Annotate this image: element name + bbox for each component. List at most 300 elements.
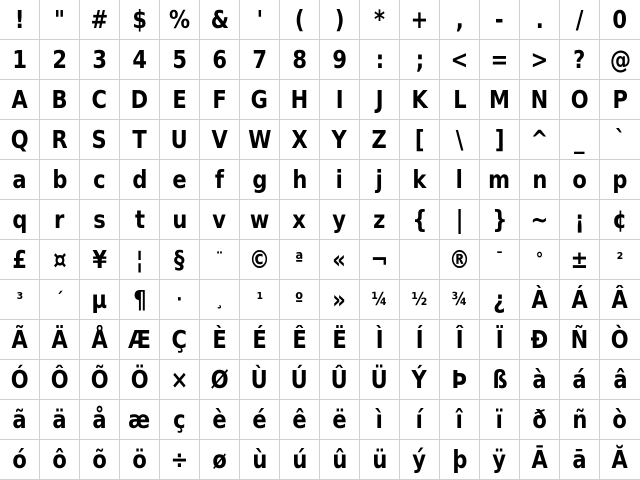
glyph-cell[interactable] (160, 120, 200, 160)
glyph: g (251, 165, 268, 194)
glyph: ª (295, 248, 304, 270)
glyph-cell[interactable] (320, 280, 360, 320)
glyph-cell[interactable] (280, 440, 320, 480)
glyph-cell[interactable] (320, 160, 360, 200)
glyph-cell[interactable] (240, 120, 280, 160)
glyph-cell[interactable] (480, 160, 520, 200)
glyph-cell[interactable] (600, 440, 640, 480)
glyph-cell[interactable] (80, 120, 120, 160)
glyph-cell[interactable] (280, 280, 320, 320)
glyph-cell[interactable] (400, 440, 440, 480)
glyph-cell[interactable] (240, 240, 280, 280)
glyph-cell[interactable] (0, 200, 40, 240)
glyph: 2 (52, 45, 67, 74)
glyph-cell[interactable] (560, 400, 600, 440)
glyph-cell[interactable] (520, 400, 560, 440)
glyph: ô (52, 445, 67, 474)
glyph-cell[interactable] (440, 280, 480, 320)
glyph-cell[interactable] (0, 0, 40, 40)
glyph-cell[interactable] (160, 400, 200, 440)
glyph: < (450, 45, 469, 74)
glyph-cell[interactable] (120, 240, 160, 280)
glyph-cell[interactable] (600, 160, 640, 200)
glyph-cell[interactable] (440, 120, 480, 160)
glyph-cell[interactable] (560, 80, 600, 120)
glyph-cell[interactable] (240, 280, 280, 320)
glyph: î (455, 405, 464, 434)
glyph: © (249, 245, 270, 274)
glyph-cell[interactable] (440, 400, 480, 440)
glyph-cell[interactable] (0, 360, 40, 400)
glyph-cell[interactable] (200, 200, 240, 240)
glyph-cell[interactable] (560, 120, 600, 160)
glyph-cell[interactable] (160, 280, 200, 320)
glyph: i (335, 165, 344, 194)
glyph-cell[interactable] (400, 200, 440, 240)
glyph: æ (128, 405, 151, 434)
glyph: j (375, 165, 384, 194)
glyph-cell[interactable] (120, 120, 160, 160)
glyph: Ă (611, 445, 629, 474)
glyph: / (575, 5, 584, 34)
glyph-cell[interactable] (400, 120, 440, 160)
glyph-cell[interactable] (40, 240, 80, 280)
glyph-cell[interactable] (200, 440, 240, 480)
glyph-cell[interactable] (480, 120, 520, 160)
glyph-cell[interactable] (400, 80, 440, 120)
glyph-cell[interactable] (400, 360, 440, 400)
glyph-cell[interactable] (240, 40, 280, 80)
glyph: Q (10, 125, 29, 154)
glyph: ¤ (52, 245, 67, 274)
glyph-cell[interactable] (520, 200, 560, 240)
glyph-cell[interactable] (80, 160, 120, 200)
glyph: â (612, 365, 628, 394)
glyph: Û (330, 365, 349, 394)
glyph-cell[interactable] (240, 160, 280, 200)
glyph-cell[interactable] (120, 0, 160, 40)
glyph-cell[interactable] (80, 440, 120, 480)
glyph-cell[interactable] (240, 400, 280, 440)
glyph: û (332, 445, 347, 474)
glyph-cell[interactable] (360, 0, 400, 40)
glyph-cell[interactable] (600, 120, 640, 160)
glyph-cell[interactable] (160, 320, 200, 360)
glyph: - (495, 5, 504, 34)
glyph-cell[interactable] (200, 240, 240, 280)
glyph-cell[interactable] (600, 80, 640, 120)
glyph-cell[interactable] (480, 40, 520, 80)
glyph: d (131, 165, 148, 194)
glyph: U (170, 125, 189, 154)
glyph-cell[interactable] (320, 400, 360, 440)
glyph-cell[interactable] (200, 160, 240, 200)
glyph-cell[interactable] (520, 320, 560, 360)
glyph: x (292, 205, 307, 234)
glyph: £ (12, 245, 27, 274)
glyph: ä (52, 405, 67, 434)
glyph: y (332, 205, 347, 234)
glyph-cell[interactable] (400, 40, 440, 80)
glyph: @ (609, 45, 631, 74)
glyph: B (51, 85, 68, 114)
glyph-cell[interactable] (560, 280, 600, 320)
glyph: ¶ (132, 285, 147, 314)
glyph-cell[interactable] (600, 400, 640, 440)
glyph-cell[interactable] (400, 400, 440, 440)
glyph-cell[interactable] (200, 120, 240, 160)
glyph: µ (91, 285, 108, 314)
glyph: D (130, 85, 149, 114)
glyph-cell[interactable] (160, 360, 200, 400)
glyph-cell[interactable] (360, 360, 400, 400)
glyph: ) (334, 5, 345, 34)
glyph-cell[interactable] (40, 40, 80, 80)
glyph: T (132, 125, 147, 154)
glyph: º (295, 288, 304, 310)
glyph: 1 (12, 45, 27, 74)
glyph-cell[interactable] (320, 320, 360, 360)
glyph: à (532, 365, 547, 394)
glyph-cell[interactable] (360, 120, 400, 160)
glyph-cell[interactable] (80, 40, 120, 80)
glyph-cell[interactable] (0, 40, 40, 80)
glyph: Y (331, 125, 348, 154)
glyph-cell[interactable] (0, 440, 40, 480)
glyph: I (335, 85, 344, 114)
glyph: V (211, 125, 228, 154)
glyph-cell[interactable] (360, 160, 400, 200)
glyph-cell[interactable] (120, 280, 160, 320)
glyph: É (252, 325, 267, 354)
glyph-cell[interactable] (80, 0, 120, 40)
glyph: Ò (611, 325, 629, 354)
glyph: ¢ (612, 205, 628, 234)
glyph-cell[interactable] (560, 240, 600, 280)
glyph-cell[interactable] (40, 200, 80, 240)
glyph: Á (571, 285, 588, 314)
glyph-cell[interactable] (200, 320, 240, 360)
glyph-cell[interactable] (440, 200, 480, 240)
glyph-cell[interactable] (520, 80, 560, 120)
glyph-cell[interactable] (480, 280, 520, 320)
glyph-cell[interactable] (320, 240, 360, 280)
glyph-cell[interactable] (320, 120, 360, 160)
glyph-cell[interactable] (440, 360, 480, 400)
glyph-cell[interactable] (280, 400, 320, 440)
glyph: z (373, 205, 386, 234)
glyph: a (12, 165, 27, 194)
glyph-cell[interactable] (0, 120, 40, 160)
glyph-cell[interactable] (120, 200, 160, 240)
glyph-cell[interactable] (520, 0, 560, 40)
glyph-cell[interactable] (320, 40, 360, 80)
glyph-cell[interactable] (120, 360, 160, 400)
glyph: Æ (128, 325, 151, 354)
glyph-cell[interactable] (280, 120, 320, 160)
glyph: ¸ (215, 288, 224, 310)
glyph-cell[interactable] (600, 320, 640, 360)
glyph-cell[interactable] (360, 280, 400, 320)
glyph-cell[interactable] (0, 400, 40, 440)
glyph: # (90, 5, 109, 34)
glyph-cell[interactable] (280, 40, 320, 80)
glyph: · (176, 288, 183, 310)
glyph: Â (611, 285, 629, 314)
glyph-cell[interactable] (560, 360, 600, 400)
glyph: u (172, 205, 187, 234)
glyph: J (375, 85, 384, 114)
glyph-cell[interactable] (560, 160, 600, 200)
glyph-cell[interactable] (520, 40, 560, 80)
glyph-cell[interactable] (160, 200, 200, 240)
glyph: Ù (250, 365, 269, 394)
glyph-cell[interactable] (240, 440, 280, 480)
glyph-cell[interactable] (40, 360, 80, 400)
glyph-cell[interactable] (240, 320, 280, 360)
glyph-cell[interactable] (80, 200, 120, 240)
glyph-cell[interactable] (320, 80, 360, 120)
glyph: & (210, 5, 229, 34)
glyph-cell[interactable] (80, 360, 120, 400)
glyph: F (212, 85, 227, 114)
glyph: 9 (332, 45, 347, 74)
glyph-cell[interactable] (600, 200, 640, 240)
glyph: ° (535, 248, 544, 270)
glyph-cell[interactable] (400, 160, 440, 200)
glyph-cell[interactable] (440, 320, 480, 360)
glyph-cell[interactable] (600, 280, 640, 320)
glyph-cell[interactable] (480, 80, 520, 120)
glyph-cell[interactable] (480, 440, 520, 480)
glyph-cell[interactable] (280, 160, 320, 200)
glyph: ñ (572, 405, 587, 434)
glyph: + (410, 5, 429, 34)
glyph-cell[interactable] (200, 360, 240, 400)
glyph-cell[interactable] (160, 40, 200, 80)
glyph-cell[interactable] (40, 160, 80, 200)
glyph: q (11, 205, 28, 234)
glyph-cell[interactable] (280, 320, 320, 360)
glyph-cell[interactable] (440, 0, 480, 40)
glyph-cell[interactable] (200, 0, 240, 40)
glyph-cell[interactable] (600, 40, 640, 80)
glyph-cell[interactable] (520, 160, 560, 200)
glyph: = (490, 45, 509, 74)
glyph: È (212, 325, 227, 354)
glyph: ÷ (170, 445, 189, 474)
glyph: ] (494, 125, 505, 154)
glyph: Ï (495, 325, 504, 354)
glyph-cell[interactable] (560, 0, 600, 40)
glyph-cell[interactable] (400, 320, 440, 360)
glyph: § (174, 245, 185, 274)
glyph: ( (294, 5, 305, 34)
glyph-cell[interactable] (40, 120, 80, 160)
glyph-cell[interactable] (160, 160, 200, 200)
glyph-cell[interactable] (560, 320, 600, 360)
glyph: K (411, 85, 428, 114)
glyph: H (290, 85, 309, 114)
glyph-cell[interactable] (440, 440, 480, 480)
glyph-cell[interactable] (0, 160, 40, 200)
glyph-cell[interactable] (400, 0, 440, 40)
glyph: À (531, 285, 548, 314)
glyph-cell[interactable] (120, 160, 160, 200)
glyph-cell[interactable] (560, 440, 600, 480)
glyph: e (172, 165, 187, 194)
glyph: 6 (212, 45, 227, 74)
glyph: 5 (172, 45, 187, 74)
glyph-cell[interactable] (40, 80, 80, 120)
glyph-cell[interactable] (120, 320, 160, 360)
glyph-cell[interactable] (520, 440, 560, 480)
glyph-cell[interactable] (440, 160, 480, 200)
glyph-cell[interactable] (480, 200, 520, 240)
glyph-cell[interactable] (280, 80, 320, 120)
glyph-cell[interactable] (480, 320, 520, 360)
glyph-cell[interactable] (400, 240, 440, 280)
glyph: s (93, 205, 106, 234)
glyph: r (54, 205, 65, 234)
glyph-cell[interactable] (400, 280, 440, 320)
glyph: p (612, 165, 628, 194)
glyph-cell[interactable] (520, 360, 560, 400)
glyph-cell[interactable] (80, 400, 120, 440)
glyph-cell[interactable] (280, 240, 320, 280)
glyph-cell[interactable] (240, 200, 280, 240)
glyph-cell[interactable] (360, 400, 400, 440)
glyph-cell[interactable] (120, 80, 160, 120)
glyph-cell[interactable] (440, 80, 480, 120)
glyph-cell[interactable] (280, 360, 320, 400)
glyph-cell[interactable] (0, 320, 40, 360)
glyph-cell[interactable] (560, 200, 600, 240)
glyph-cell[interactable] (360, 240, 400, 280)
glyph-cell[interactable] (520, 240, 560, 280)
glyph-cell[interactable] (0, 240, 40, 280)
glyph-cell[interactable] (360, 320, 400, 360)
glyph: [ (414, 125, 425, 154)
glyph: ! (14, 5, 25, 34)
glyph: Ì (375, 325, 384, 354)
glyph: : (375, 45, 384, 74)
glyph-cell[interactable] (360, 440, 400, 480)
glyph-cell[interactable] (280, 0, 320, 40)
glyph-cell[interactable] (320, 0, 360, 40)
glyph-cell[interactable] (80, 320, 120, 360)
glyph-cell[interactable] (200, 40, 240, 80)
glyph: R (51, 125, 68, 154)
glyph: 3 (92, 45, 107, 74)
glyph-cell[interactable] (360, 40, 400, 80)
glyph-cell[interactable] (40, 0, 80, 40)
glyph: ï (495, 405, 504, 434)
glyph-cell[interactable] (160, 240, 200, 280)
glyph-cell[interactable] (320, 200, 360, 240)
glyph-cell[interactable] (200, 80, 240, 120)
glyph: Î (455, 325, 464, 354)
glyph-cell[interactable] (520, 120, 560, 160)
glyph: Ó (10, 365, 29, 394)
glyph-cell[interactable] (600, 360, 640, 400)
glyph-cell[interactable] (160, 440, 200, 480)
glyph-cell[interactable] (440, 40, 480, 80)
glyph: o (572, 165, 587, 194)
glyph-cell[interactable] (480, 240, 520, 280)
glyph: ~ (530, 205, 549, 234)
glyph: P (612, 85, 628, 114)
glyph-cell[interactable] (240, 360, 280, 400)
glyph: ù (252, 445, 267, 474)
glyph: S (91, 125, 108, 154)
glyph: W (247, 125, 272, 154)
glyph-cell[interactable] (480, 400, 520, 440)
glyph-cell[interactable] (80, 280, 120, 320)
glyph: Õ (90, 365, 109, 394)
glyph: ó (12, 445, 27, 474)
glyph-cell[interactable] (320, 360, 360, 400)
glyph-cell[interactable] (560, 40, 600, 80)
glyph-cell[interactable] (200, 280, 240, 320)
glyph: ½ (411, 288, 428, 310)
glyph-cell[interactable] (360, 80, 400, 120)
glyph: n (532, 165, 547, 194)
glyph-cell[interactable] (80, 80, 120, 120)
glyph-cell[interactable] (40, 280, 80, 320)
glyph-cell[interactable] (520, 280, 560, 320)
glyph-cell[interactable] (240, 0, 280, 40)
glyph-cell[interactable] (0, 280, 40, 320)
glyph: " (54, 5, 65, 34)
glyph: ø (212, 445, 227, 474)
glyph-cell[interactable] (120, 400, 160, 440)
glyph-cell[interactable] (120, 440, 160, 480)
glyph-cell[interactable] (40, 400, 80, 440)
glyph-cell[interactable] (80, 240, 120, 280)
glyph: ú (292, 445, 307, 474)
glyph-cell[interactable] (240, 80, 280, 120)
glyph-cell[interactable] (160, 0, 200, 40)
glyph-cell[interactable] (40, 320, 80, 360)
glyph-cell[interactable] (40, 440, 80, 480)
glyph: Ã (11, 325, 28, 354)
glyph: å (92, 405, 107, 434)
glyph: ¿ (493, 285, 506, 314)
glyph-cell[interactable] (360, 200, 400, 240)
glyph: G (250, 85, 269, 114)
glyph: ¡ (574, 205, 585, 234)
glyph-cell[interactable] (320, 440, 360, 480)
glyph-cell[interactable] (0, 80, 40, 120)
glyph: k (412, 165, 427, 194)
glyph-cell[interactable] (600, 240, 640, 280)
glyph: 4 (132, 45, 147, 74)
glyph: Þ (451, 365, 468, 394)
glyph: ¦ (135, 245, 144, 274)
glyph: Å (91, 325, 108, 354)
glyph-cell[interactable] (200, 400, 240, 440)
glyph-cell[interactable] (480, 0, 520, 40)
glyph-cell[interactable] (280, 200, 320, 240)
glyph: ' (256, 5, 263, 34)
glyph-cell[interactable] (480, 360, 520, 400)
glyph-cell[interactable] (120, 40, 160, 80)
glyph-cell[interactable] (440, 240, 480, 280)
glyph: Ü (370, 365, 389, 394)
glyph-cell[interactable] (600, 0, 640, 40)
glyph-cell[interactable] (160, 80, 200, 120)
